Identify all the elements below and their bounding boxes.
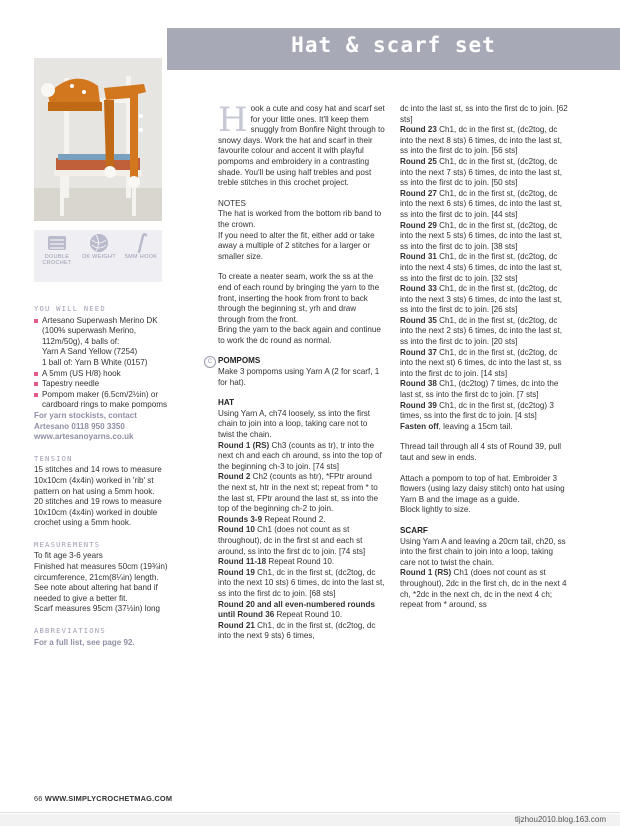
- measurements-heading: MEASUREMENTS: [34, 539, 101, 549]
- pattern-column-1: [207, 100, 385, 642]
- title-banner: [167, 28, 620, 70]
- hat-row: Round 19 Ch1, dc in the first st, (dc2tog, dc into the next 10 sts) 6 times, dc into the last st, ss into the first dc to join. [68 sts]: [218, 567, 385, 598]
- list-item: Tapestry needle: [34, 379, 168, 390]
- notes-text: The hat is worked from the bottom rib band to the crown.: [218, 209, 382, 229]
- notes-text: If you need to alter the fit, either add or take away a multiple of 2 stitches for a larger or smaller size.: [218, 230, 375, 261]
- finishing-text: Block lightly to size.: [400, 505, 471, 515]
- measurements-text: See note about altering hat band if needed to give a better fit.: [34, 583, 158, 603]
- hat-row: Round 39 Ch1, dc in the first st, (dc2tog) 3 times, ss into the first dc to join. [4 sts]: [400, 400, 554, 421]
- tension-heading: TENSION: [34, 453, 73, 463]
- scarf-heading: SCARF: [400, 525, 428, 535]
- watermark-text: tljzhou2010.blog.163.com: [514, 815, 606, 824]
- hat-row: Round 27 Ch1, dc in the first st, (dc2tog, dc into the next 6 sts) 6 times, dc into the last st, ss into the first dc to join. [44 sts]: [400, 188, 562, 219]
- hat-row: Round 2 Ch2 (counts as htr), *FPtr around the next st, htr in the next st; repeat from * to the last st, FPtr around the last st, ss into the top of the beginning ch-2 to join.: [218, 472, 379, 514]
- pompoms-text: Make 3 pompoms using Yarn A (2 for scarf, 1 for hat).: [218, 367, 380, 387]
- tension-text: 20 stitches and 19 rows to measure 10x10cm (4x4in) worked in double crochet using a 5mm hook.: [34, 497, 162, 528]
- stockists: For yarn stockists, contact Artesano 0118 950 3350: [34, 410, 138, 431]
- you-will-need-heading: YOU WILL NEED: [34, 304, 106, 313]
- bottom-divider: [0, 812, 620, 813]
- hat-row: Fasten off, leaving a 15cm tail.: [400, 421, 513, 431]
- hat-row: Round 21 Ch1, dc in the first st, (dc2tog, dc into the next 9 sts) 6 times,: [218, 620, 376, 641]
- photo-illustration: [34, 58, 162, 221]
- hat-row: Round 38 Ch1, (dc2tog) 7 times, dc into the last st, ss into the first dc to join. [7 sts]: [400, 379, 559, 400]
- hat-row: Round 23 Ch1, dc in the first st, (dc2tog, dc into the next 8 sts) 6 times, dc into the last st, ss into the first dc to join. [56 sts]: [400, 125, 562, 156]
- yarn-ball-icon: [88, 232, 110, 254]
- hat-intro: Using Yarn A, ch74 loosely, ss into the first chain to join into a loop, taking care not to twist the chain.: [218, 408, 371, 440]
- notes-text: To create a neater seam, work the ss at the end of each round by bringing the yarn to the front, inserting the hook from front to back through the beginning st, yrh and draw through from the front.: [218, 272, 380, 324]
- spec-dk-weight: [78, 230, 120, 282]
- hat-scarf-photo: [34, 58, 162, 221]
- spec-label: 5MM HOOK: [124, 254, 158, 260]
- measurements-text: To fit age 3-6 years: [34, 551, 103, 561]
- stitch-icon: [46, 232, 68, 254]
- list-item: A 5mm (US H/8) hook: [34, 369, 168, 380]
- hat-row: Round 37 Ch1, dc in the first st, (dc2tog, dc into the next st) 6 times, dc into the last st, ss into the first dc to join. [14 sts]: [400, 347, 562, 378]
- finishing-text: Attach a pompom to top of hat. Embroider 3 flowers (using lazy daisy stitch) onto hat using Yarn B and the image as a guide.: [400, 473, 565, 504]
- measurements-text: Scarf measures 95cm (37½in) long: [34, 604, 160, 614]
- hat-heading: HAT: [218, 398, 235, 408]
- tension-text: 15 stitches and 14 rows to measure 10x10cm (4x4in) worked in 'rib' st pattern on hat using a 5mm hook.: [34, 465, 162, 496]
- hat-row: Round 35 Ch1, dc in the first st, (dc2tog, dc into the next 2 sts) 6 times, dc into the last st, ss into the first dc to join. [20 sts]: [400, 315, 562, 347]
- copyright-icon: C: [204, 356, 216, 368]
- hook-icon: [130, 232, 152, 254]
- hat-row: Round 29 Ch1, dc in the first st, (dc2tog, dc into the next 5 sts) 6 times, dc into the last st, ss into the first dc to join. [38 sts]: [400, 220, 562, 251]
- hat-row: Round 31 Ch1, dc in the first st, (dc2tog, dc into the next 4 sts) 6 times, dc into the last st, ss into the first dc to join. [32 sts]: [400, 252, 562, 283]
- hat-row: Round 20 and all even-numbered rounds until Round 36 Repeat Round 10.: [218, 599, 375, 620]
- scarf-row: Round 1 (RS) Ch1 (does not count as st throughout), 2dc in the first ch, dc in the next 4 ch, *2dc in the next ch, dc in the next 4 ch; repeat from * around, ss: [400, 568, 567, 610]
- hat-row: Round 25 Ch1, dc in the first st, (dc2tog, dc into the next 7 sts) 6 times, dc into the last st, ss into the first dc to join. [50 sts]: [400, 156, 562, 188]
- scarf-intro: Using Yarn A and leaving a 20cm tail, ch20, ss into the first chain to join into a loop, taking care not to twist the chain.: [400, 536, 566, 567]
- hat-row: Round 33 Ch1, dc in the first st, (dc2tog, dc into the next 3 sts) 6 times, dc into the last st, ss into the first dc to join. [26 sts]: [400, 284, 562, 315]
- spec-label: DOUBLE CROCHET: [42, 254, 72, 266]
- measurements-text: Finished hat measures 50cm (19¾in) circumference, 21cm(8¼in) length.: [34, 562, 168, 582]
- hat-row: Round 10 Ch1 (does not count as st throughout), dc in the first st and each st around, ss into the first dc to join. [74 sts]: [218, 525, 366, 556]
- hat-row: Round 1 (RS) Ch3 (counts as tr), tr into the next ch and each ch around, ss into the top of the beginning ch-3 to join. [74 sts]: [218, 440, 382, 471]
- page-number: 66: [34, 794, 43, 803]
- abbreviations-link[interactable]: For a full list, see page 92.: [34, 637, 135, 647]
- page-footer: [34, 794, 172, 803]
- pattern-column-2: [400, 104, 568, 611]
- list-item: Pompom maker (6.5cm/2½in) or cardboard rings to make pompoms: [34, 390, 168, 411]
- abbreviations-heading: ABBREVIATIONS: [34, 626, 106, 636]
- notes-text: Bring the yarn to the back again and continue to work the dc round as normal.: [218, 325, 381, 345]
- intro: Hook a cute and cosy hat and scarf set for your little ones. It'll keep them snuggly from Bonfire Night through to snowy days. Work the hat and scarf in their favourite colour and accent it with playful pompoms and embroidery in a contrasting shade. You'll be using half trebles and post treble stitches in this crochet project.: [218, 100, 385, 188]
- dropcap: H: [218, 100, 248, 140]
- yarn-b: 1 ball of: Yarn B White (0157): [42, 357, 148, 367]
- spec-icons: [34, 230, 162, 282]
- page-title: Hat & scarf set: [291, 33, 496, 57]
- sidebar-details: [34, 304, 168, 648]
- notes-heading: NOTES: [218, 198, 246, 208]
- hat-row: Round 11-18 Repeat Round 10.: [218, 557, 335, 567]
- footer-site-link[interactable]: WWW.SIMPLYCROCHETMAG.COM: [44, 794, 173, 803]
- hat-row: Rounds 3-9 Repeat Round 2.: [218, 514, 326, 524]
- spec-hook: [120, 230, 162, 282]
- yarn-a: Yarn A Sand Yellow (7254): [42, 347, 138, 357]
- stockist-link[interactable]: www.artesanoyarns.co.uk: [34, 432, 134, 442]
- finishing-text: Thread tail through all 4 sts of Round 39, pull taut and sew in ends.: [400, 442, 562, 462]
- watermark-bar: [0, 814, 620, 826]
- pompoms-heading: POMPOMS: [218, 356, 261, 366]
- list-item: Artesano Superwash Merino DK (100% superwash Merino, 112m/50g), 4 balls of:: [34, 316, 168, 348]
- hat-row: dc into the last st, ss into the first dc to join. [62 sts]: [400, 104, 568, 124]
- spec-double-crochet: [36, 230, 78, 282]
- spec-label: DK WEIGHT: [82, 254, 116, 260]
